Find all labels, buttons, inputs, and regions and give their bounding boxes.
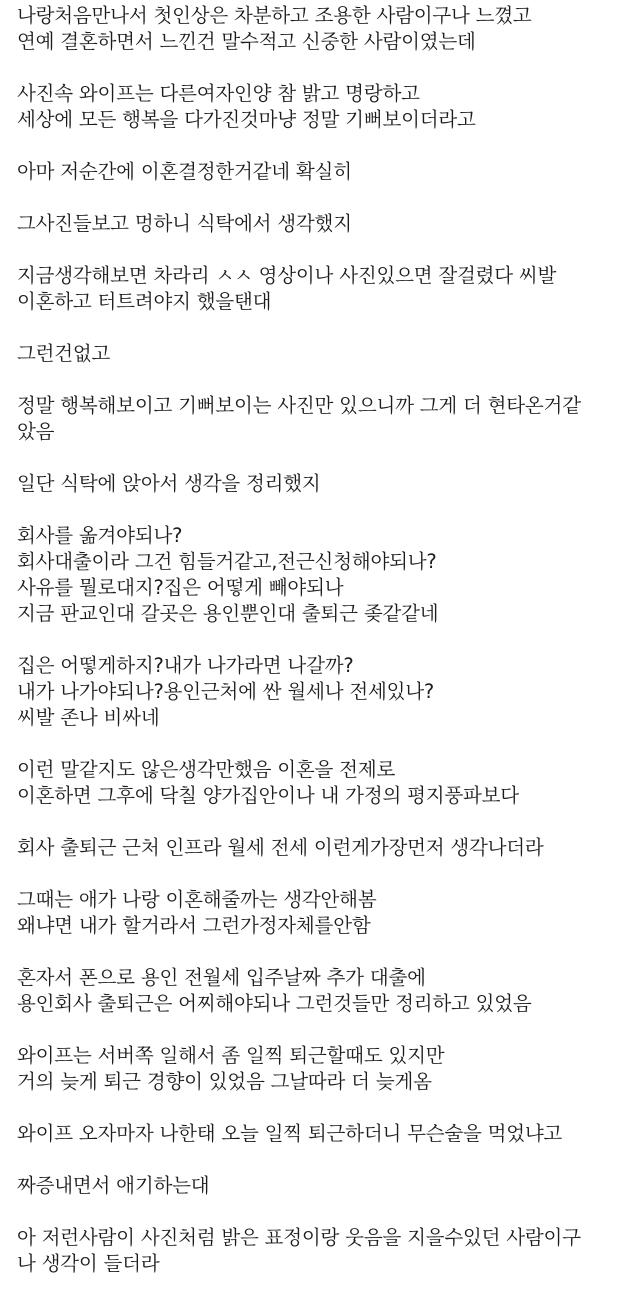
paragraph <box>17 159 632 185</box>
text-line: 회사대출이라 그건 힘들거같고,전근신청해야되나? <box>17 550 437 573</box>
text-line: 이혼하고 터트려야지 했을탠대 <box>17 290 272 313</box>
paragraph <box>17 965 632 1017</box>
text-line: 세상에 모든 행복을 다가진것마냥 정말 기뻐보이더라고 <box>17 108 476 131</box>
text-line: 아마 저순간에 이혼결정한거같네 확실히 <box>17 160 352 183</box>
text-line: 그사진들보고 멍하니 식탁에서 생각했지 <box>17 212 352 235</box>
text-line: 나 생각이 들더라 <box>17 1252 160 1275</box>
text-line: 회사 출퇴근 근처 인프라 월세 전세 이런게가장먼저 생각나더라 <box>17 836 544 859</box>
post-body <box>17 3 632 1303</box>
text-line: 내가 나가야되나?용인근처에 싼 월세나 전세있나? <box>17 680 435 703</box>
text-line: 와이프 오자마자 나한태 오늘 일찍 퇴근하더니 무슨술을 먹었냐고 <box>17 1122 563 1145</box>
paragraph <box>17 1173 632 1199</box>
text-line: 용인회사 출퇴근은 어찌해야되나 그런것들만 정리하고 있었음 <box>17 992 532 1015</box>
text-line: 그런건없고 <box>17 342 111 365</box>
text-line: 일단 식탁에 앉아서 생각을 정리했지 <box>17 472 321 495</box>
text-line: 집은 어떻게하지?내가 나가라면 나갈까? <box>17 654 354 677</box>
text-line: 씨발 존나 비싸네 <box>17 706 160 729</box>
text-line: 회사를 옮겨야되나? <box>17 524 183 547</box>
text-line: 이혼하면 그후에 닥칠 양가집안이나 내 가정의 평지풍파보다 <box>17 784 519 807</box>
paragraph <box>17 81 632 133</box>
text-line: 연예 결혼하면서 느낀건 말수적고 신중한 사람이였는데 <box>17 30 476 53</box>
paragraph <box>17 341 632 367</box>
paragraph <box>17 887 632 939</box>
text-line: 짜증내면서 애기하는대 <box>17 1174 210 1197</box>
paragraph <box>17 523 632 627</box>
text-line: 왜냐면 내가 할거라서 그런가정자체를안함 <box>17 914 371 937</box>
paragraph <box>17 1121 632 1147</box>
text-line: 나랑처음만나서 첫인상은 차분하고 조용한 사람이구나 느꼈고 <box>17 4 532 27</box>
text-line: 지금 판교인대 갈곳은 용인뿐인대 출퇴근 좆같같네 <box>17 602 439 625</box>
paragraph <box>17 211 632 237</box>
paragraph <box>17 835 632 861</box>
paragraph <box>17 653 632 731</box>
paragraph <box>17 471 632 497</box>
text-line: 사진속 와이프는 다른여자인양 참 밝고 명랑하고 <box>17 82 420 105</box>
text-line: 거의 늦게 퇴근 경향이 있었음 그날따라 더 늦게옴 <box>17 1070 432 1093</box>
text-line: 아 저런사람이 사진처럼 밝은 표정이랑 웃음을 지을수있던 사람이구 <box>17 1226 581 1249</box>
text-line: 지금생각해보면 차라리 ㅅㅅ 영상이나 사진있으면 잘걸렸다 씨발 <box>17 264 557 287</box>
paragraph <box>17 3 632 55</box>
text-line: 와이프는 서버쪽 일해서 좀 일찍 퇴근할때도 있지만 <box>17 1044 445 1067</box>
paragraph <box>17 393 632 445</box>
paragraph <box>17 263 632 315</box>
text-line: 사유를 뭘로대지?집은 어떻게 빼야되나 <box>17 576 344 599</box>
text-line: 았음 <box>17 420 55 443</box>
text-line: 정말 행복해보이고 기뻐보이는 사진만 있으니까 그게 더 현타온거같 <box>17 394 581 417</box>
text-line: 그때는 애가 나랑 이혼해줄까는 생각안해봄 <box>17 888 377 911</box>
paragraph <box>17 1043 632 1095</box>
text-line: 이런 말같지도 않은생각만했음 이혼을 전제로 <box>17 758 396 781</box>
paragraph <box>17 757 632 809</box>
paragraph <box>17 1225 632 1277</box>
text-line: 혼자서 폰으로 용인 전월세 입주날짜 추가 대출에 <box>17 966 426 989</box>
